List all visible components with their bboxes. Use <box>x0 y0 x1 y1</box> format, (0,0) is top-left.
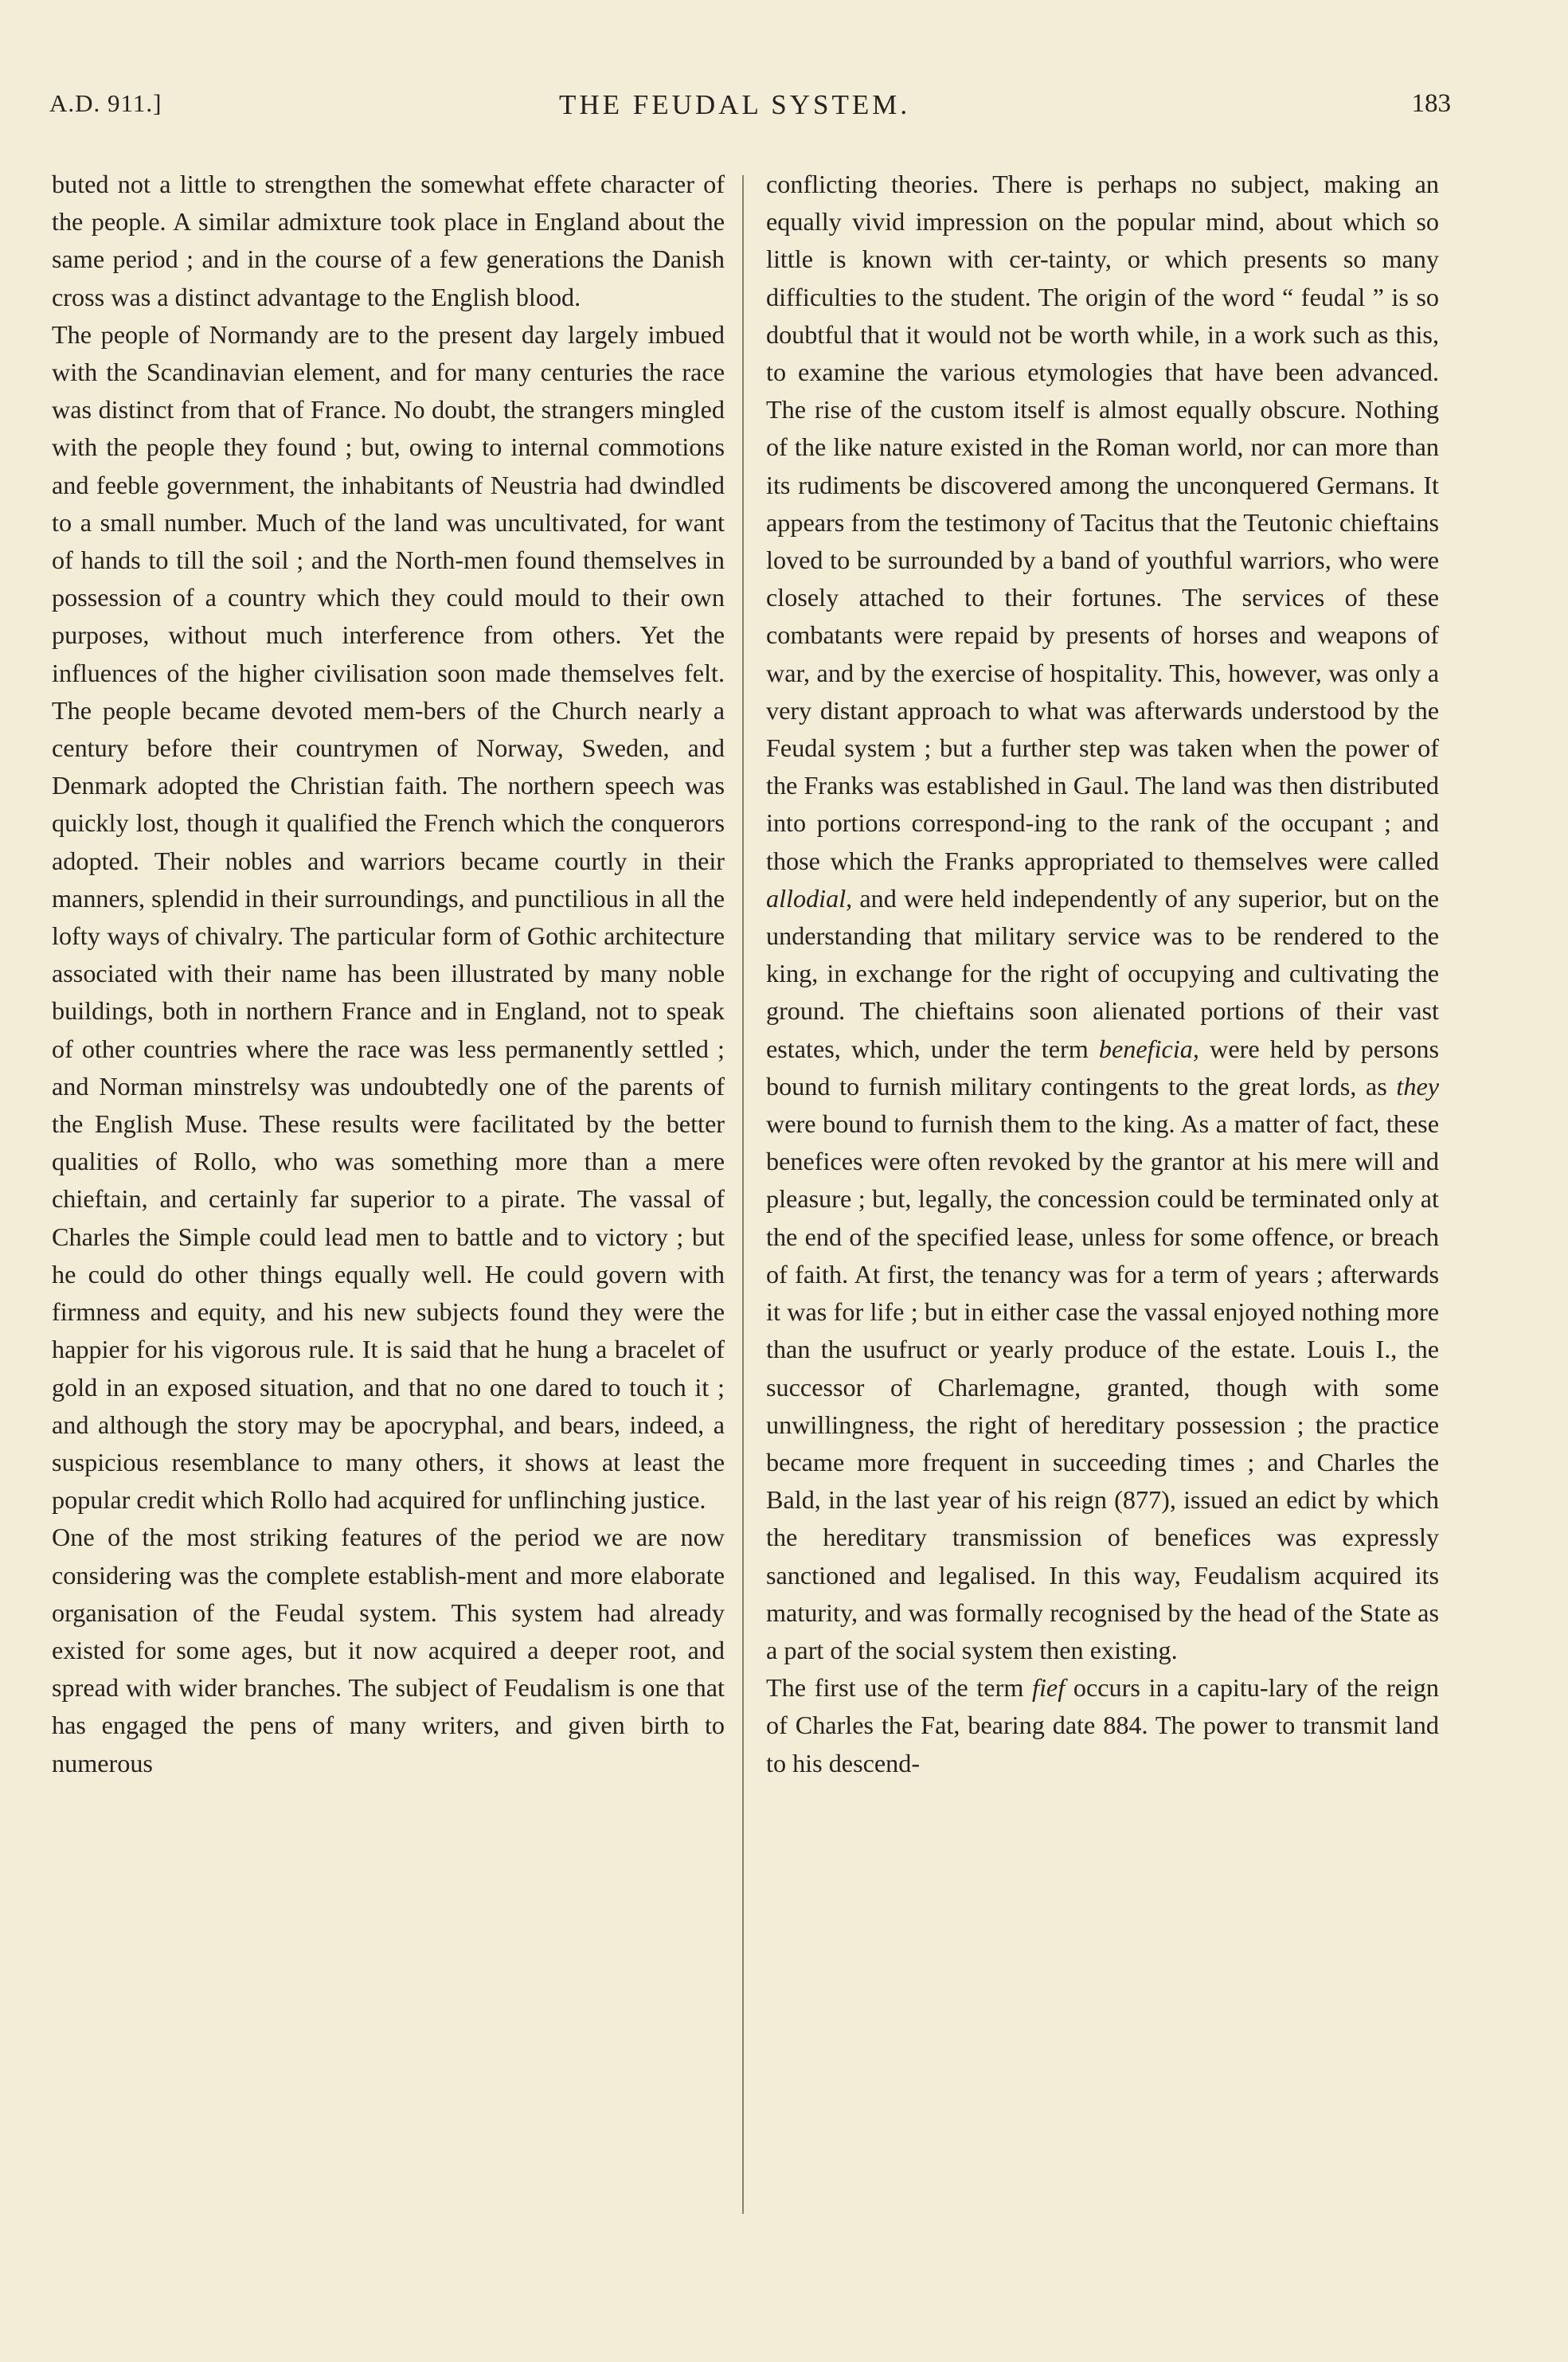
right-column <box>766 166 1439 1782</box>
paragraph-fief <box>766 1669 1439 1782</box>
left-column <box>52 166 725 1782</box>
text-run: occurs in a capitu-lary of the reign of Charles the Fat, bearing date 884. The power to transmit land to his descend- <box>766 1673 1439 1777</box>
page-number: 183 <box>1411 89 1451 118</box>
text-run: conflicting theories. There is perhaps no subject, making an equally vivid impression on the popular mind, about which so little is known with cer-tainty, or which presents so many difficulties to the student. The origin of the word “ feudal ” is so doubtful that it would not be worth while, in a work such as this, to examine the various etymologies that have been advanced. The rise of the custom itself is almost equally obscure. Nothing of the like nature existed in the Roman world, nor can more than its rudiments be discovered among the unconquered Germans. It appears from the testimony of Tacitus that the Teutonic chieftains loved to be surrounded by a band of youthful warriors, who were closely attached to their fortunes. The services of these combatants were repaid by presents of horses and weapons of war, and by the exercise of hospitality. This, however, was only a very distant approach to what was afterwards understood by the Feudal system ; but a further step was taken when the power of the Franks was established in Gaul. The land was then distributed into portions correspond-ing to the rank of the occupant ; and those which the Franks appropriated to themselves were called <box>766 170 1439 875</box>
text-run: The first use of the term <box>766 1673 1024 1703</box>
paragraph-continued: buted not a little to strengthen the somewhat effete character of the people. A similar admixture took place in England about the same period ; and in the course of a few generations the Danish cross was a distinct advantage to the English blood. <box>52 170 725 311</box>
term-allodial: allodial, <box>766 883 853 913</box>
term-beneficia: beneficia, <box>1098 1034 1199 1063</box>
paragraph-normandy: The people of Normandy are to the present day largely imbued with the Scandinavian element, and for many centuries the race was distinct from that of France. No doubt, the strangers mingled with the people they found ; but, owing to internal commotions and feeble government, the inhabitants of Neustria had dwindled to a small number. Much of the land was uncultivated, for want of hands to till the soil ; and the North-men found themselves in possession of a country which they could mould to their own purposes, without much interference from others. Yet the influences of the higher civilisation soon made themselves felt. The people became devoted mem-bers of the Church nearly a century before their countrymen of Norway, Sweden, and Denmark adopted the Christian faith. The northern speech was quickly lost, though it qualified the French which the conquerors adopted. Their nobles and warriors became courtly in their manners, splendid in their surroundings, and punctilious in all the lofty ways of chivalry. The particular form of Gothic architecture associated with their name has been illustrated by many noble buildings, both in northern France and in England, not to speak of other countries where the race was less permanently settled ; and Norman minstrelsy was undoubtedly one of the parents of the English Muse. These results were facilitated by the better qualities of Rollo, who was something more than a mere chieftain, and certainly far superior to a pirate. The vassal of Charles the Simple could lead men to battle and to victory ; but he could do other things equally well. He could govern with firmness and equity, and his new subjects found they were the happier for his vigorous rule. It is said that he hung a bracelet of gold in an exposed situation, and that no one dared to touch it ; and although the story may be apocryphal, and bears, indeed, a suspicious resemblance to many others, it shows at least the popular credit which Rollo had acquired for unflinching justice. <box>52 319 725 1515</box>
paragraph-feudal-system: One of the most striking features of the period we are now considering was the complete establish-ment and more elaborate organisation of the Feudal system. This system had already existed for some ages, but it now acquired a deeper root, and spread with wider branches. The subject of Feudalism is one that has engaged the pens of many writers, and given birth to numerous <box>52 1523 725 1777</box>
running-header <box>49 89 1451 137</box>
paragraph-feudal-origins <box>766 166 1439 1669</box>
term-fief: fief <box>1032 1673 1066 1703</box>
emphasis-they: they <box>1396 1071 1440 1101</box>
text-run: were bound to furnish them to the king. As a matter of fact, these benefices were often revoked by the grantor at his mere will and pleasure ; but, legally, the concession could be terminated only at the end of the specified lease, unless for some offence, or breach of faith. At first, the tenancy was for a term of years ; afterwards it was for life ; but in either case the vassal enjoyed nothing more than the usufruct or yearly produce of the estate. Louis I., the successor of Charlemagne, granted, though with some unwillingness, the right of hereditary possession ; the practice became more frequent in succeeding times ; and Charles the Bald, in the last year of his reign (877), issued an edict by which the hereditary transmission of benefices was expressly sanctioned and legalised. In this way, Feudalism acquired its maturity, and was formally recognised by the head of the State as a part of the social system then existing. <box>766 1109 1439 1664</box>
text-run: and were held independently of any superior, but on the understanding that military service was to be rendered to the king, in exchange for the right of occupying and cultivating the ground. The chieftains soon alienated portions of their vast estates, which, under the term <box>766 883 1439 1063</box>
header-title: THE FEUDAL SYSTEM. <box>559 89 911 120</box>
column-divider <box>742 175 744 2214</box>
text-run: were held by persons bound to furnish military contingents to the great lords, as <box>766 1034 1440 1101</box>
header-date: A.D. 911.] <box>49 89 162 117</box>
